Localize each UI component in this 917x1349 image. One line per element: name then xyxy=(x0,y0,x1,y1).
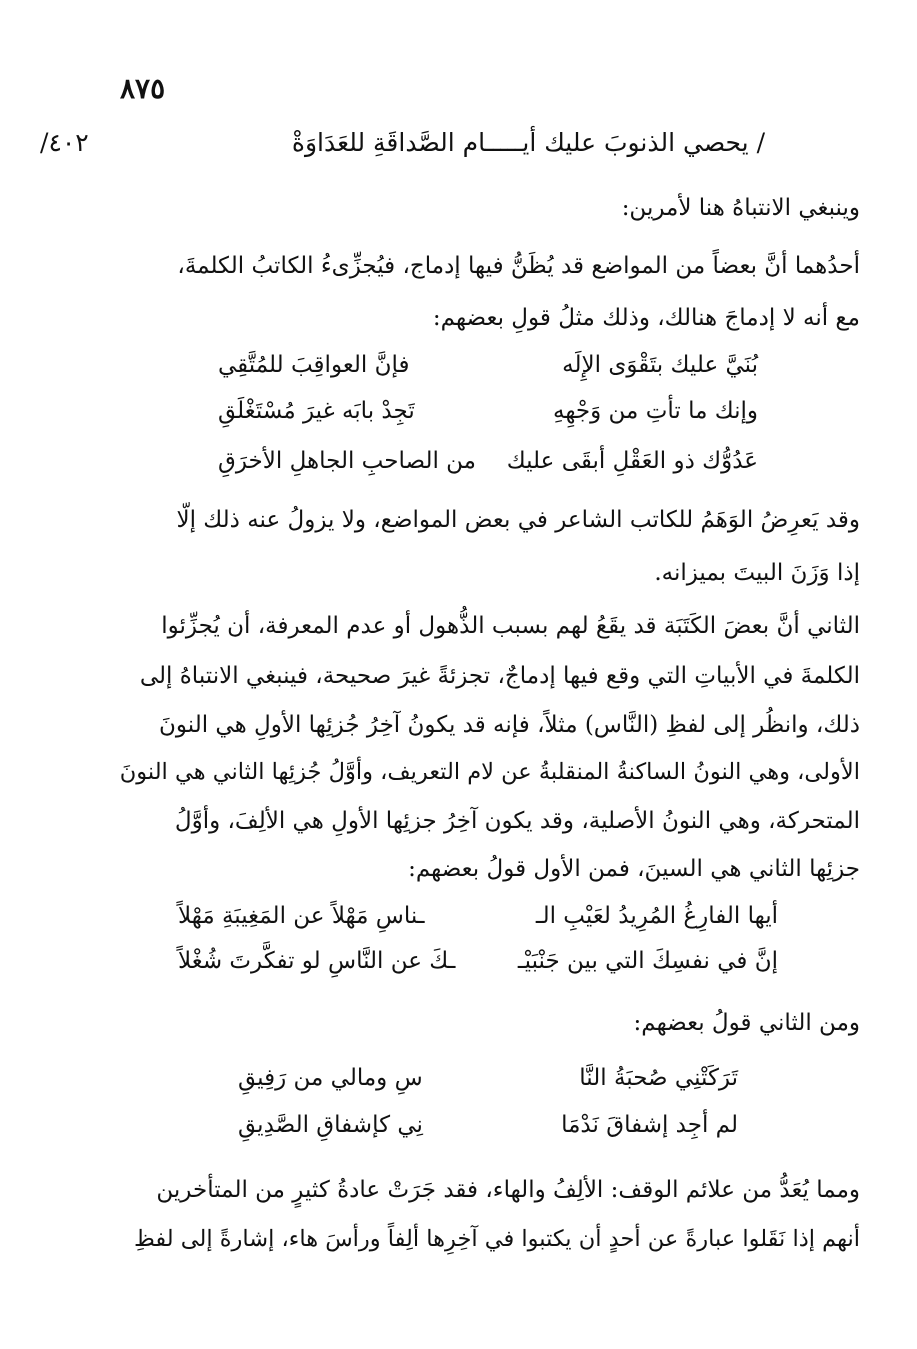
verse-second-hemistich: ـكَ عن النَّاسِ لو تفكَّرتَ شُغْلاً xyxy=(178,948,456,974)
paragraph-line: الأولى، وهي النونُ الساكنةُ المنقلبةُ عن لام التعريف، وأوَّلُ جُزئِها الثاني هي النونَ xyxy=(119,759,860,785)
paragraph-line: الكلمةَ في الأبياتِ التي وقع فيها إدماجٌ، تجزئةً غيرَ صحيحة، فينبغي الانتباهُ إلى xyxy=(139,663,860,689)
paragraph-line: ومن الثاني قولُ بعضهم: xyxy=(633,1010,860,1036)
verse-first-hemistich: وإنك ما تأتِ من وَجْهِهِ xyxy=(552,398,758,424)
verse-second-hemistich: نِي كإشفاقِ الصَّدِيقِ xyxy=(238,1112,423,1138)
verse-first-hemistich: عَدُوُّك ذو العَقْلِ أبقَى عليك xyxy=(506,448,758,474)
verse-first-hemistich: إنَّ في نفسِكَ التي بين جَنْبَيْـ xyxy=(517,948,778,974)
header-title: / يحصي الذنوبَ عليك أيـــــام الصَّداقَةِ للعَدَاوَةْ xyxy=(291,128,765,157)
page-number: ٨٧٥ xyxy=(120,72,166,105)
verse-second-hemistich: تَجِدْ بابَه غيرَ مُسْتَغْلَقِ xyxy=(218,398,415,424)
paragraph-line: المتحركة، وهي النونُ الأصلية، وقد يكون آخِرُ جزئِها الأولِ هي الألِفَ، وأوَّلُ xyxy=(174,808,860,834)
paragraph-line: ومما يُعَدُّ من علائم الوقف: الألِفُ والهاء، فقد جَرَتْ عادةُ كثيرٍ من المتأخرين xyxy=(156,1177,860,1203)
verse-first-hemistich: بُنَيَّ عليك بتَقْوَى الإِلَه xyxy=(562,352,758,378)
paragraph-line: أنهم إذا نَقَلوا عبارةً عن أحدٍ أن يكتبوا في آخِرِها ألِفاً ورأسَ هاء، إشارةً إلى لفظِ xyxy=(133,1226,860,1252)
verse-second-hemistich: من الصاحبِ الجاهلِ الأخرَقِ xyxy=(218,448,476,474)
paragraph-line: ذلك، وانظُر إلى لفظِ (النَّاس) مثلاً، فإنه قد يكونُ آخِرُ جُزئِها الأولِ هي النونَ xyxy=(158,712,860,738)
header-reference: ٤٠٢/ xyxy=(40,128,89,157)
paragraph-line: مع أنه لا إدماجَ هنالك، وذلك مثلُ قولِ بعضهم: xyxy=(432,305,860,331)
verse-first-hemistich: لم أجِد إشفاقَ نَدْمَا xyxy=(561,1112,738,1138)
paragraph-line: الثاني أنَّ بعضَ الكَتَبَة قد يقَعُ لهم بسبب الذُّهول أو عدم المعرفة، أن يُجزِّئوا xyxy=(161,613,860,639)
verse-second-hemistich: ـناسِ مَهْلاً عن المَغِيبَةِ مَهْلاً xyxy=(178,903,425,929)
verse-first-hemistich: تَرَكَتْنِي صُحبَةُ النَّا xyxy=(579,1065,738,1091)
verse-first-hemistich: أيها الفارِغُ المُرِيدُ لعَيْبِ الـ xyxy=(535,903,778,929)
paragraph-line: جزئِها الثاني هي السينَ، فمن الأول قولُ بعضهم: xyxy=(408,856,860,882)
paragraph-line: أحدُهما أنَّ بعضاً من المواضع قد يُظَنُّ فيها إدماج، فيُجزِّىءُ الكاتبُ الكلمةَ، xyxy=(177,253,860,279)
paragraph-line: إذا وَزَنَ البيتَ بميزانه. xyxy=(654,560,860,586)
paragraph-line: وقد يَعرِضُ الوَهَمُ للكاتب الشاعر في بعض المواضع، ولا يزولُ عنه ذلك إلّا xyxy=(176,507,860,533)
page-header xyxy=(40,128,765,168)
verse-second-hemistich: فإنَّ العواقِبَ للمُتَّقِي xyxy=(218,352,410,378)
intro-line: وينبغي الانتباهُ هنا لأمرين: xyxy=(621,195,860,221)
verse-second-hemistich: سِ ومالي من رَفِيقِ xyxy=(238,1065,423,1091)
